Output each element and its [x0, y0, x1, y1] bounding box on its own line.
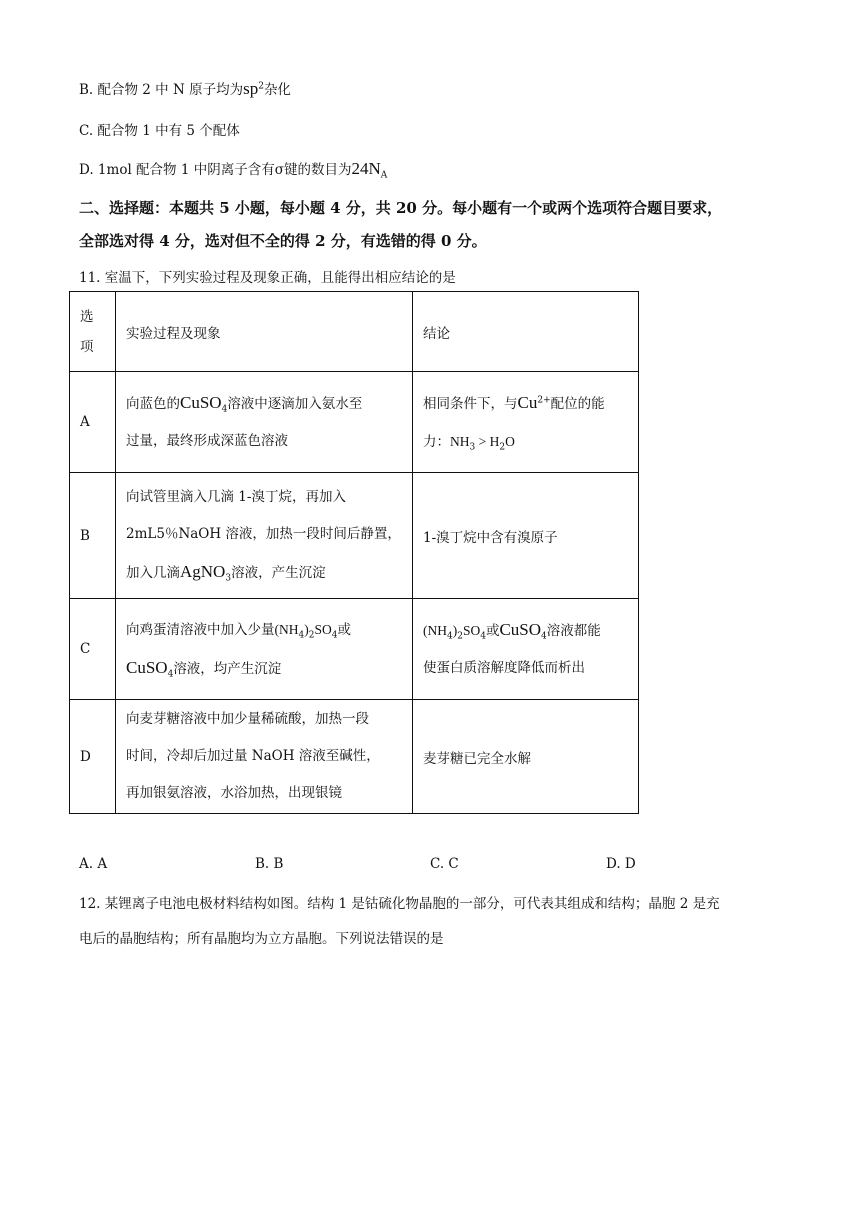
answer-option-a: A. A	[79, 856, 108, 872]
table-row	[70, 700, 639, 814]
question-12-line1: 12. 某锂离子电池电极材料结构如图。结构 1 是钴硫化物晶胞的一部分，可代表其组成和结构；晶胞 2 是充	[79, 896, 720, 912]
row-d-procedure: 向麦芽糖溶液中加少量稀硫酸，加热一段 时间，冷却后加过量 NaOH 溶液至碱性， 再加银氨溶液，水浴加热，出现银镜	[116, 700, 413, 814]
row-b-conclusion: 1-溴丁烷中含有溴原子	[413, 473, 639, 599]
row-label-b: B	[70, 473, 116, 599]
section-heading-line2: 全部选对得 4 分，选对但不全的得 2 分，有选错的得 0 分。	[79, 232, 487, 250]
row-label-a: A	[70, 372, 116, 473]
row-c-procedure: 向鸡蛋清溶液中加入少量$(NH_4)_2SO_4$或 CuSO$_4$溶液，均产生沉淀	[116, 599, 413, 700]
row-a-procedure: 向蓝色的CuSO$_4$溶液中逐滴加入氨水至 过量，最终形成深蓝色溶液	[116, 372, 413, 473]
question-11-table	[69, 291, 639, 814]
header-option-cell: 选 项	[70, 292, 116, 372]
option-b-line: B. 配合物 2 中 N 原子均为$sp^2$杂化	[79, 79, 291, 98]
row-c-conclusion: $(NH_4)_2SO_4$或CuSO$_4$溶液都能 使蛋白质溶解度降低而析出	[413, 599, 639, 700]
table-header-row	[70, 292, 639, 372]
question-12-line2: 电后的晶胞结构；所有晶胞均为立方晶胞。下列说法错误的是	[79, 931, 444, 947]
option-d-line: D. 1mol 配合物 1 中阴离子含有σ键的数目为$24N_A$	[79, 159, 388, 181]
option-c-line: C. 配合物 1 中有 5 个配体	[79, 123, 240, 139]
row-label-d: D	[70, 700, 116, 814]
row-b-procedure: 向试管里滴入几滴 1-溴丁烷，再加入 2mL5％NaOH 溶液，加热一段时间后静置， 加入几滴AgNO$_3$溶液，产生沉淀	[116, 473, 413, 599]
table-row	[70, 599, 639, 700]
question-11-stem: 11. 室温下，下列实验过程及现象正确，且能得出相应结论的是	[79, 270, 456, 286]
header-conclusion-cell: 结论	[413, 292, 639, 372]
answer-option-d: D. D	[606, 856, 636, 872]
section-heading-line1: 二、选择题：本题共 5 小题，每小题 4 分，共 20 分。每小题有一个或两个选项符合题目要求，	[79, 199, 723, 217]
table-row	[70, 372, 639, 473]
row-a-conclusion: 相同条件下，与$Cu^{2+}$配位的能 力：$NH_3 > H_2O$	[413, 372, 639, 473]
row-d-conclusion: 麦芽糖已完全水解	[413, 700, 639, 814]
answer-option-b: B. B	[255, 856, 284, 872]
answer-option-c: C. C	[430, 856, 459, 872]
row-label-c: C	[70, 599, 116, 700]
table-row	[70, 473, 639, 599]
header-procedure-cell: 实验过程及现象	[116, 292, 413, 372]
